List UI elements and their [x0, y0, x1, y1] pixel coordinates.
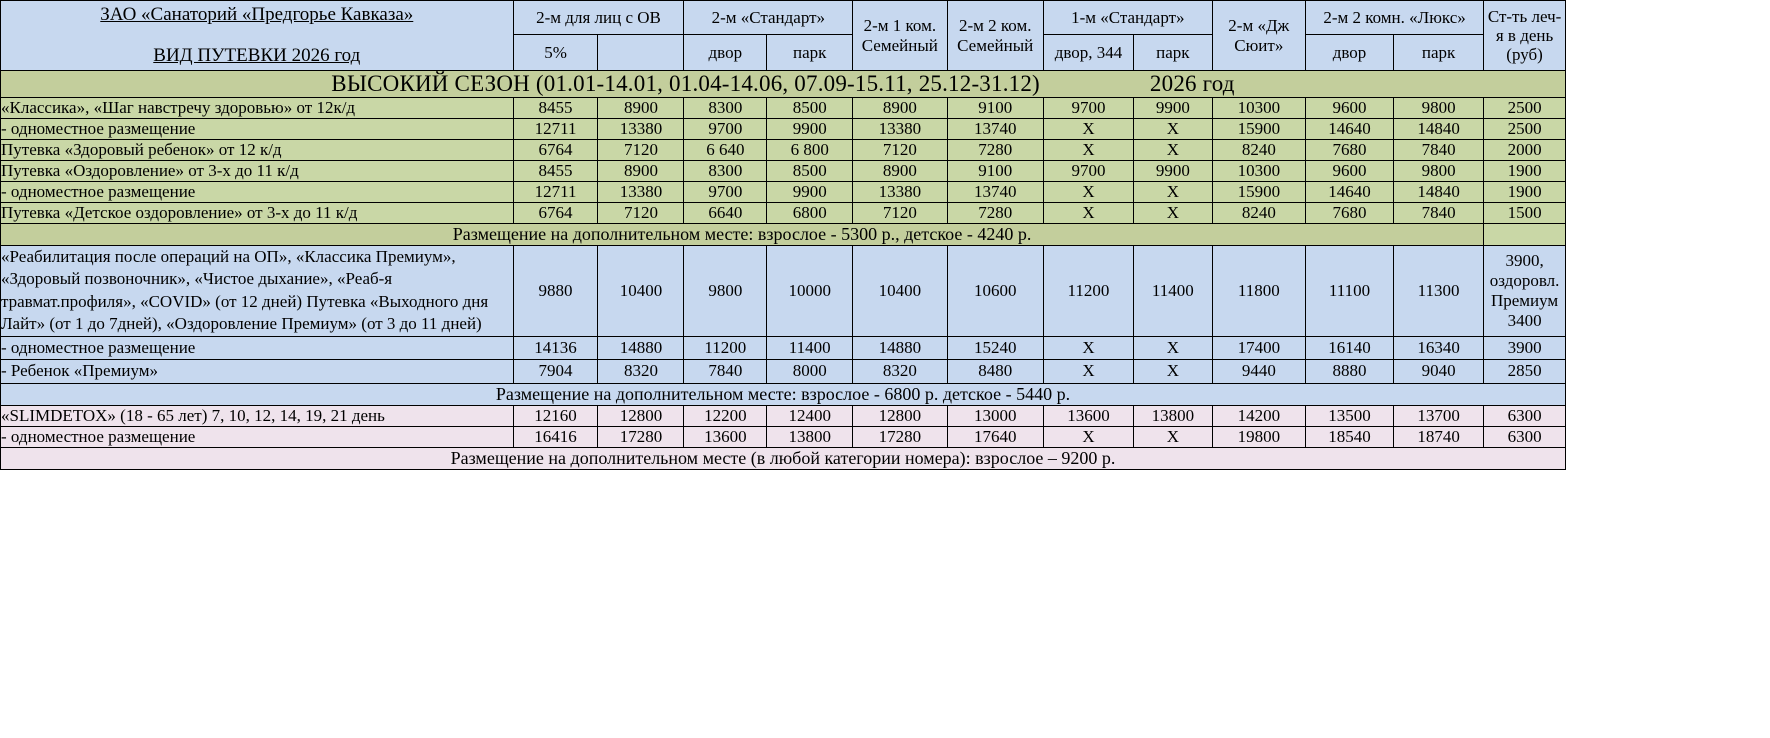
cell-value: 8300	[684, 161, 767, 182]
cell-value: 8500	[767, 161, 853, 182]
row-label: Путевка «Детское оздоровление» от 3-х до 11 к/д	[1, 203, 514, 224]
cell-value: Х	[1043, 182, 1133, 203]
cell-value: 12711	[513, 182, 598, 203]
col-header-treatment-cost: Ст-ть леч-я в день (руб)	[1484, 1, 1566, 71]
cell-value: Х	[1043, 119, 1133, 140]
cell-value: Х	[1043, 336, 1133, 359]
cell-value: 9800	[684, 246, 767, 337]
cell-value: Х	[1134, 203, 1213, 224]
cell-value: 9100	[947, 98, 1043, 119]
cell-value: 12400	[767, 405, 853, 426]
cell-value: 8900	[853, 161, 947, 182]
cell-value: 12711	[513, 119, 598, 140]
table-row	[1, 182, 1566, 203]
row-label: - одноместное размещение	[1, 182, 514, 203]
cell-value: 10000	[767, 246, 853, 337]
title-line-1: ЗАО «Санаторий «Предгорье Кавказа»	[100, 4, 414, 25]
note-filler-green	[1484, 224, 1566, 246]
cell-value: 8880	[1305, 360, 1393, 383]
cell-value: 11200	[684, 336, 767, 359]
subcol-ov-5: 5%	[513, 35, 598, 71]
cell-value: 8000	[767, 360, 853, 383]
cell-value: 8900	[598, 161, 684, 182]
col-header-family-1room: 2-м 1 ком. Семейный	[853, 1, 947, 71]
col-header-lux-2room: 2-м 2 комн. «Люкс»	[1305, 1, 1483, 35]
cell-value: 17280	[853, 426, 947, 447]
cell-value: 14880	[598, 336, 684, 359]
cell-value: 15900	[1212, 119, 1305, 140]
cell-value: 11400	[767, 336, 853, 359]
cell-value: 7120	[853, 140, 947, 161]
cell-value: 8320	[853, 360, 947, 383]
cell-value: 10300	[1212, 161, 1305, 182]
cell-value: 13380	[853, 119, 947, 140]
cell-value: 16340	[1394, 336, 1484, 359]
cell-value: 13700	[1394, 405, 1484, 426]
subcol-standard1m-park: парк	[1134, 35, 1213, 71]
cell-value: 11800	[1212, 246, 1305, 337]
extra-bed-note-blue: Размещение на дополнительном месте: взрослое - 6800 р. детское - 5440 р.	[1, 383, 1566, 405]
cell-value: 14840	[1394, 119, 1484, 140]
cell-value: Х	[1043, 140, 1133, 161]
cell-value: 9700	[684, 182, 767, 203]
season-banner-row	[1, 71, 1566, 98]
cell-value: 9040	[1394, 360, 1484, 383]
season-banner-text: ВЫСОКИЙ СЕЗОН (01.01-14.01, 01.04-14.06, 07.09-15.11, 25.12-31.12)	[331, 71, 1040, 96]
cell-value: 8320	[598, 360, 684, 383]
cell-value: 15240	[947, 336, 1043, 359]
cell-value: 13740	[947, 182, 1043, 203]
table-title	[1, 1, 514, 71]
cell-value: 11100	[1305, 246, 1393, 337]
cell-value: 14880	[853, 336, 947, 359]
cell-value: Х	[1134, 140, 1213, 161]
cell-value: 17280	[598, 426, 684, 447]
cell-value: 15900	[1212, 182, 1305, 203]
cell-value: 9600	[1305, 98, 1393, 119]
cell-value: 7680	[1305, 203, 1393, 224]
cell-value: 10600	[947, 246, 1043, 337]
subcol-standard2m-park: парк	[767, 35, 853, 71]
cell-value: 8300	[684, 98, 767, 119]
subcol-ov-blank	[598, 35, 684, 71]
cell-value: 14640	[1305, 182, 1393, 203]
cell-value: 13380	[598, 182, 684, 203]
row-label: «SLIMDETOX» (18 - 65 лет) 7, 10, 12, 14, 19, 21 день	[1, 405, 514, 426]
cell-value: 14136	[513, 336, 598, 359]
cell-value-treatment: 2850	[1484, 360, 1566, 383]
cell-value: 13600	[684, 426, 767, 447]
table-row	[1, 336, 1566, 359]
cell-value: 6 800	[767, 140, 853, 161]
cell-value: 2000	[1484, 140, 1566, 161]
cell-value: 12200	[684, 405, 767, 426]
table-row	[1, 360, 1566, 383]
cell-value: 14840	[1394, 182, 1484, 203]
table-row	[1, 426, 1566, 447]
cell-value: 13600	[1043, 405, 1133, 426]
cell-value: Х	[1043, 203, 1133, 224]
cell-value: 7680	[1305, 140, 1393, 161]
cell-value: 9880	[513, 246, 598, 337]
cell-value: Х	[1134, 426, 1213, 447]
season-banner-year: 2026 год	[1149, 71, 1235, 96]
cell-value-treatment: 3900	[1484, 336, 1566, 359]
row-label: Путевка «Оздоровление» от 3-х до 11 к/д	[1, 161, 514, 182]
col-header-family-2room: 2-м 2 ком. Семейный	[947, 1, 1043, 71]
cell-value: 19800	[1212, 426, 1305, 447]
cell-value: 7840	[1394, 140, 1484, 161]
cell-value: 1900	[1484, 161, 1566, 182]
cell-value: Х	[1043, 360, 1133, 383]
cell-value: 7840	[684, 360, 767, 383]
cell-value: 8240	[1212, 140, 1305, 161]
cell-value: 2500	[1484, 98, 1566, 119]
cell-value: 2500	[1484, 119, 1566, 140]
cell-value: 9440	[1212, 360, 1305, 383]
row-label: - Ребенок «Премиум»	[1, 360, 514, 383]
cell-value: 9900	[1134, 161, 1213, 182]
cell-value: 16416	[513, 426, 598, 447]
cell-value: 9700	[1043, 98, 1133, 119]
cell-value: Х	[1134, 336, 1213, 359]
cell-value: 12800	[598, 405, 684, 426]
row-label: - одноместное размещение	[1, 119, 514, 140]
cell-value: Х	[1134, 182, 1213, 203]
subcol-standard1m-yard: двор, 344	[1043, 35, 1133, 71]
subcol-standard2m-yard: двор	[684, 35, 767, 71]
cell-value: 13800	[767, 426, 853, 447]
cell-value: 7280	[947, 203, 1043, 224]
cell-value: 8500	[767, 98, 853, 119]
table-row	[1, 203, 1566, 224]
row-label: «Классика», «Шаг навстречу здоровью» от 12к/д	[1, 98, 514, 119]
row-label: - одноместное размещение	[1, 336, 514, 359]
subcol-lux-yard: двор	[1305, 35, 1393, 71]
cell-value: 6800	[767, 203, 853, 224]
cell-value: 7120	[598, 140, 684, 161]
extra-bed-note-green: Размещение на дополнительном месте: взрослое - 5300 р., детское - 4240 р.	[1, 224, 1484, 246]
cell-value: 6 640	[684, 140, 767, 161]
cell-value: 9100	[947, 161, 1043, 182]
cell-value: 6764	[513, 203, 598, 224]
col-header-ov: 2-м для лиц с ОВ	[513, 1, 684, 35]
cell-value: 9700	[1043, 161, 1133, 182]
title-line-2: ВИД ПУТЕВКИ 2026 год	[153, 44, 361, 66]
cell-value: 7904	[513, 360, 598, 383]
note-row-blue	[1, 383, 1566, 405]
table-row	[1, 246, 1566, 337]
cell-value: 13500	[1305, 405, 1393, 426]
cell-value: 6300	[1484, 426, 1566, 447]
cell-value: 8900	[598, 98, 684, 119]
col-header-junior-suite: 2-м «Дж Сюит»	[1212, 1, 1305, 71]
cell-value: 6640	[684, 203, 767, 224]
row-label: «Реабилитация после операций на ОП», «Классика Премиум», «Здоровый позвоночник», «Чистое дыхание», «Реаб-я травмат.профиля», «COVID» (от 12 дней) Путевка «Выходного дня Лайт» (от 1 до 7дней), «Оздоровление Премиум» (от 3 до 11 дней)	[1, 246, 514, 337]
extra-bed-note-pink: Размещение на дополнительном месте (в любой категории номера): взрослое – 9200 р.	[1, 447, 1566, 469]
cell-value: 9700	[684, 119, 767, 140]
season-banner	[1, 71, 1566, 98]
cell-value: 13000	[947, 405, 1043, 426]
cell-value: 10400	[853, 246, 947, 337]
col-header-standard-1m: 1-м «Стандарт»	[1043, 1, 1212, 35]
note-row-green	[1, 224, 1566, 246]
table-row	[1, 119, 1566, 140]
cell-value: 6764	[513, 140, 598, 161]
cell-value: 1900	[1484, 182, 1566, 203]
col-header-standard-2m: 2-м «Стандарт»	[684, 1, 853, 35]
cell-value: Х	[1134, 360, 1213, 383]
cell-value: 7120	[853, 203, 947, 224]
cell-value: 1500	[1484, 203, 1566, 224]
cell-value: 9800	[1394, 98, 1484, 119]
cell-value: 8480	[947, 360, 1043, 383]
cell-value: 9800	[1394, 161, 1484, 182]
cell-value: 8455	[513, 98, 598, 119]
header-row-top	[1, 1, 1566, 35]
cell-value: 11400	[1134, 246, 1213, 337]
cell-value: 9900	[767, 119, 853, 140]
table-row	[1, 98, 1566, 119]
row-label: Путевка «Здоровый ребенок» от 12 к/д	[1, 140, 514, 161]
cell-value: 18540	[1305, 426, 1393, 447]
cell-value: 9900	[1134, 98, 1213, 119]
cell-value: 7280	[947, 140, 1043, 161]
cell-value: 14640	[1305, 119, 1393, 140]
cell-value: 7120	[598, 203, 684, 224]
cell-value: 11300	[1394, 246, 1484, 337]
table-row	[1, 161, 1566, 182]
cell-value: 18740	[1394, 426, 1484, 447]
table-row	[1, 140, 1566, 161]
cell-value: 8900	[853, 98, 947, 119]
cell-value: 12800	[853, 405, 947, 426]
cell-value: 6300	[1484, 405, 1566, 426]
cell-value: 16140	[1305, 336, 1393, 359]
cell-value: 12160	[513, 405, 598, 426]
note-row-pink	[1, 447, 1566, 469]
cell-value: 8240	[1212, 203, 1305, 224]
table-row	[1, 405, 1566, 426]
cell-value: 13380	[598, 119, 684, 140]
cell-value: 10400	[598, 246, 684, 337]
cell-value: Х	[1043, 426, 1133, 447]
row-label: - одноместное размещение	[1, 426, 514, 447]
cell-value: 11200	[1043, 246, 1133, 337]
cell-value: 10300	[1212, 98, 1305, 119]
cell-value: 17400	[1212, 336, 1305, 359]
cell-value: 13380	[853, 182, 947, 203]
cell-value: 17640	[947, 426, 1043, 447]
cell-value: 9600	[1305, 161, 1393, 182]
cell-value-treatment: 3900, оздоровл. Премиум 3400	[1484, 246, 1566, 337]
cell-value: 13740	[947, 119, 1043, 140]
cell-value: 8455	[513, 161, 598, 182]
cell-value: 14200	[1212, 405, 1305, 426]
cell-value: 13800	[1134, 405, 1213, 426]
cell-value: 9900	[767, 182, 853, 203]
subcol-lux-park: парк	[1394, 35, 1484, 71]
cell-value: 7840	[1394, 203, 1484, 224]
cell-value: Х	[1134, 119, 1213, 140]
